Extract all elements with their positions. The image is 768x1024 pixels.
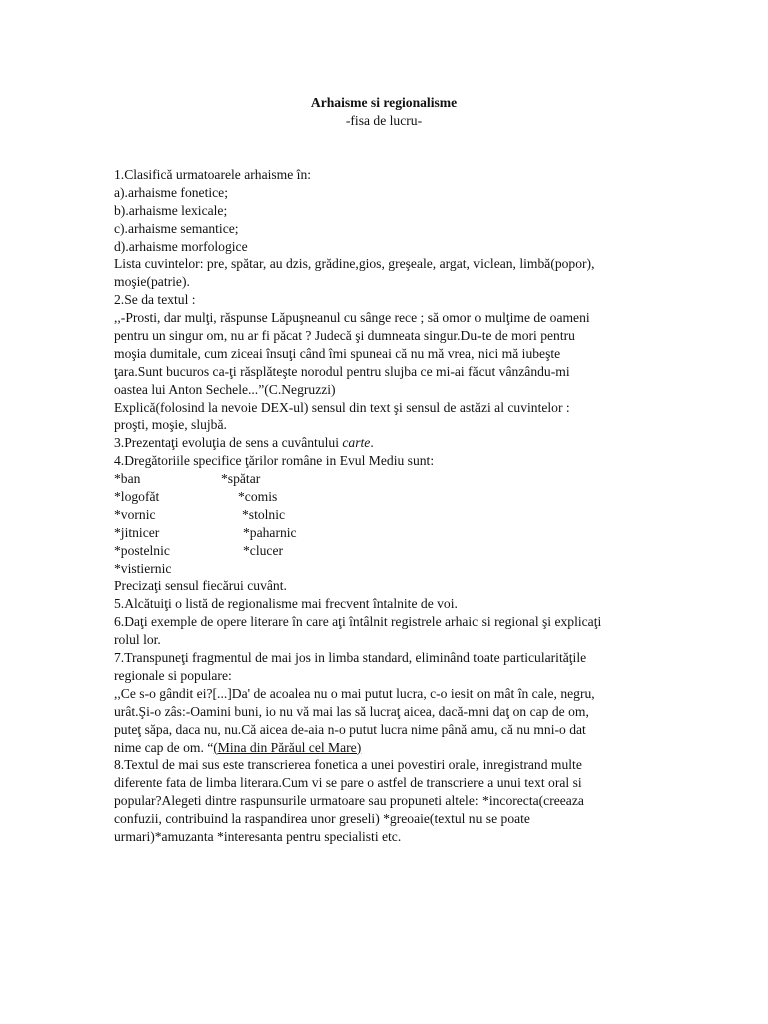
text-line: 2.Se da textul : [114,292,196,308]
office-item: *jitnicer [114,524,160,540]
text-line: regionale si populare: [114,667,232,683]
office-row [114,524,660,542]
text-line: a).arhaisme fonetice; [114,184,228,200]
text-line: proşti, moşie, slujbă. [114,417,227,433]
text-line: popular?Alegeti dintre raspunsurile urmatoare sau propuneti altele: *incorecta(creeaza [114,793,584,809]
text-line: puteţ săpa, daca nu, nu.Că aicea de-aia n-o putut lucra nime până amu, că nu mni-o dat [114,721,586,737]
text-line: c).arhaisme semantice; [114,220,239,236]
question-3-end: . [370,435,374,451]
office-item: *postelnic [114,542,170,558]
text-line: urmari)*amuzanta *interesanta pentru specialisti etc. [114,828,402,844]
question-4-intro: 4.Dregătoriile specifice ţărilor române in Evul Mediu sunt: [114,453,435,469]
office-row [114,560,660,578]
text-line: 6.Daţi exemple de opere literare în care aţi întâlnit registrele arhaic si regional şi explicaţi [114,614,602,630]
office-row [114,542,660,560]
office-item: *stolnic [242,506,286,522]
text-line: moşie(patrie). [114,274,190,290]
text-line: 5.Alcătuiţi o listă de regionalisme mai frecvent întalnite de voi. [114,596,458,612]
text-line: urât.Şi-o zâs:-Oamini buni, io nu vă mai las să lucraţ aicea, dacă-mni daţ on cap de om, [114,703,589,719]
office-item: *clucer [243,542,283,558]
text-line: confuzii, contribuind la raspandirea unor greseli) *greoaie(textul nu se poate [114,811,530,827]
question-3-word: carte [342,435,371,451]
worksheet-body [114,166,660,846]
question-7-last-line [114,739,660,757]
office-item: *comis [238,489,278,505]
text-line: d).arhaisme morfologice [114,238,248,254]
page-title: Arhaisme si regionalisme [310,95,458,110]
office-row [114,488,660,506]
source-citation: (Mina din Părăul cel Mare) [213,739,362,755]
text-line: b).arhaisme lexicale; [114,202,228,218]
text-line: Precizaţi sensul fiecărui cuvânt. [114,578,287,594]
question-3 [114,434,660,452]
office-item: *vistiernic [114,560,172,576]
text-line: moşia dumitale, cum ziceai însuţi când îmi spuneai că nu mă vrea, nici mă iubeşte [114,345,561,361]
text-line: rolul lor. [114,632,161,648]
office-item: *vornic [114,506,156,522]
text-line: 7.Transpuneţi fragmentul de mai jos in limba standard, eliminând toate particularităţile [114,650,587,666]
text-line: ,,-Prosti, dar mulţi, răspunse Lăpuşneanul cu sânge rece ; să omor o mulţime de oameni [114,310,590,326]
office-row [114,506,660,524]
text-line: Lista cuvintelor: pre, spătar, au dzis, grădine,gios, greşeale, argat, viclean, limbă(popor), [114,256,595,272]
office-item: *ban [114,471,141,487]
text-line: 1.Clasifică urmatoarele arhaisme în: [114,167,312,182]
office-item: *paharnic [243,524,297,540]
office-row [114,470,660,488]
text-fragment: nime cap de om. “ [114,739,214,755]
text-line: Explică(folosind la nevoie DEX-ul) sensul din text şi sensul de astăzi al cuvintelor : [114,399,570,415]
text-line: ,,Ce s-o gândit ei?[...]Da' de acoalea nu o mai putut lucra, c-o iesit on mât în cale, negru, [114,685,595,701]
office-item: *spătar [221,471,261,487]
text-line: 8.Textul de mai sus este transcrierea fonetica a unei povestiri orale, inregistrand multe [114,757,582,773]
page-subtitle: -fisa de lucru- [345,113,423,128]
text-line: diferente fata de limba literara.Cum vi se pare o astfel de transcriere a unui text oral si [114,775,582,791]
text-line: pentru un singur om, nu ar fi păcat ? Judecă şi dumneata singur.Du-te de mori pentru [114,328,575,344]
text-line: oastea lui Anton Sechele...”(C.Negruzzi) [114,381,336,397]
text-line: ţara.Sunt bucuros ca-ţi răsplăteşte norodul pentru slujba ce mi-ai făcut vânzându-mi [114,363,570,379]
question-3-text: 3.Prezentaţi evoluţia de sens a cuvântului [114,435,343,451]
office-item: *logofăt [114,489,160,505]
